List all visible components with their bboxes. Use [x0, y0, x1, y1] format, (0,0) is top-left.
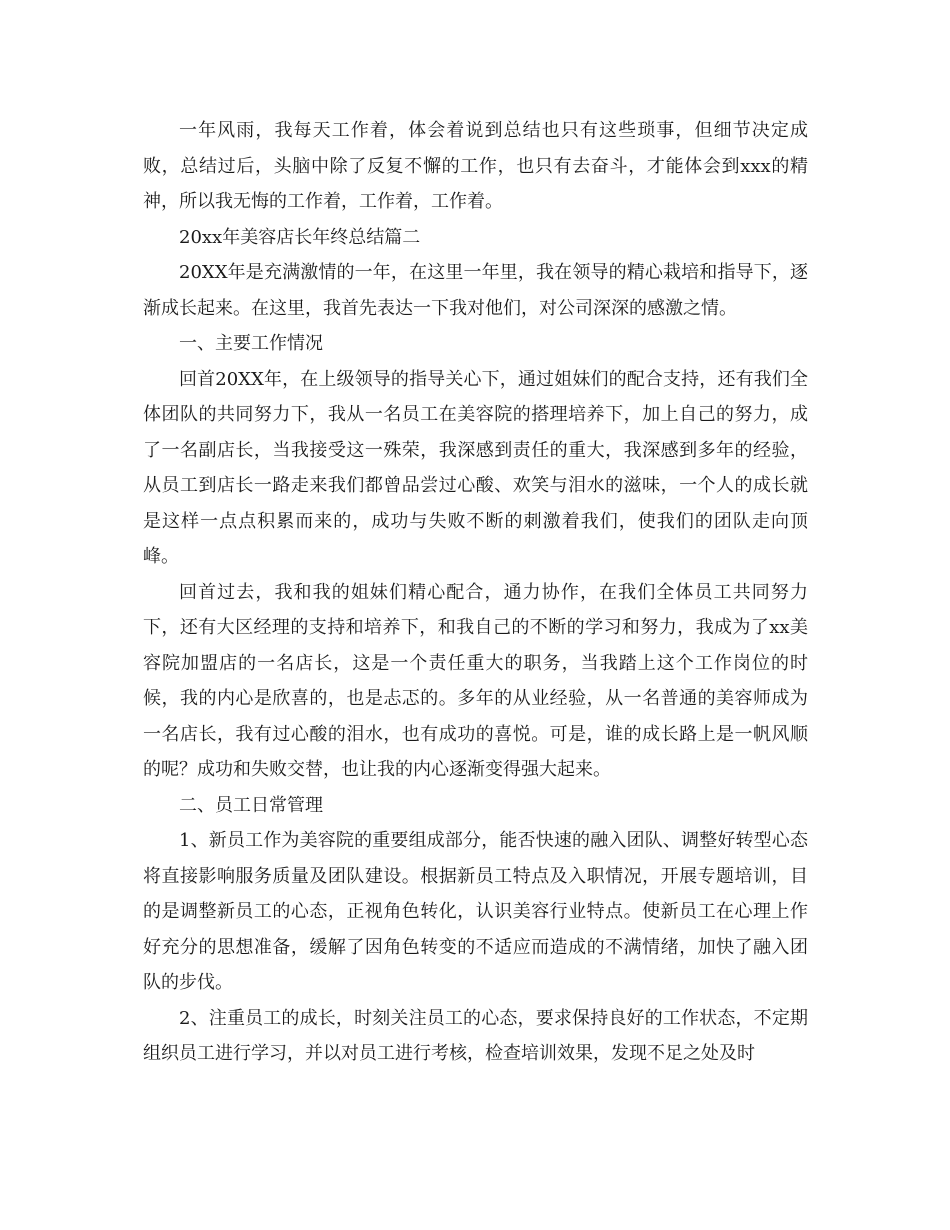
heading-main-work: 一、主要工作情况	[179, 333, 323, 354]
paragraph-new-staff: 1、新员工作为美容院的重要组成部分，能否快速的融入团队、调整好转型心态将直接影响服务质量及团队建设。根据新员工特点及入职情况，开展专题培训，目的是调整新员工的心态，正视角色转化，认识美容行业特点。使新员工在心理上作好充分的思想准备，缓解了因角色转变的不适应而造成的不满情绪，加快了融入团队的步伐。	[143, 830, 808, 993]
section-title-part-two: 20xx年美容店长年终总结篇二	[179, 226, 421, 248]
heading-staff-management: 二、员工日常管理	[179, 794, 323, 816]
document-body	[143, 113, 808, 1072]
paragraph-looking-back-past: 回首过去，我和我的姐妹们精心配合，通力协作，在我们全体员工共同努力下，还有大区经理的支持和培养下，和我自己的不断的学习和努力，我成为了xx美容院加盟店的一名店长，这是一个责任重大的职务，当我踏上这个工作岗位的时候，我的内心是欣喜的，也是忐忑的。多年的从业经验，从一名普通的美容师成为一名店长，我有过心酸的泪水，也有成功的喜悦。可是，谁的成长路上是一帆风顺的呢？成功和失败交替，也让我的内心逐渐变得强大起来。	[143, 581, 808, 780]
paragraph-year-reflection: 一年风雨，我每天工作着，体会着说到总结也只有这些琐事，但细节决定成败，总结过后，头脑中除了反复不懈的工作，也只有去奋斗，才能体会到xxx的精神，所以我无悔的工作着，工作着，工作着。	[143, 120, 808, 212]
paragraph-intro: 20XX年是充满激情的一年，在这里一年里，我在领导的精心栽培和指导下，逐渐成长起来。在这里，我首先表达一下我对他们，对公司深深的感激之情。	[143, 262, 808, 319]
paragraph-looking-back-year: 回首20XX年，在上级领导的指导关心下，通过姐妹们的配合支持，还有我们全体团队的共同努力下，我从一名员工在美容院的搭理培养下，加上自己的努力，成了一名副店长，当我接受这一殊荣，我深感到责任的重大，我深感到多年的经验，从员工到店长一路走来我们都曾品尝过心酸、欢笑与泪水的滋味，一个人的成长就是这样一点点积累而来的，成功与失败不断的刺激着我们，使我们的团队走向顶峰。	[143, 368, 808, 567]
paragraph-staff-growth: 2、注重员工的成长，时刻关注员工的心态，要求保持良好的工作状态，不定期组织员工进行学习，并以对员工进行考核，检查培训效果，发现不足之处及时	[143, 1007, 808, 1064]
